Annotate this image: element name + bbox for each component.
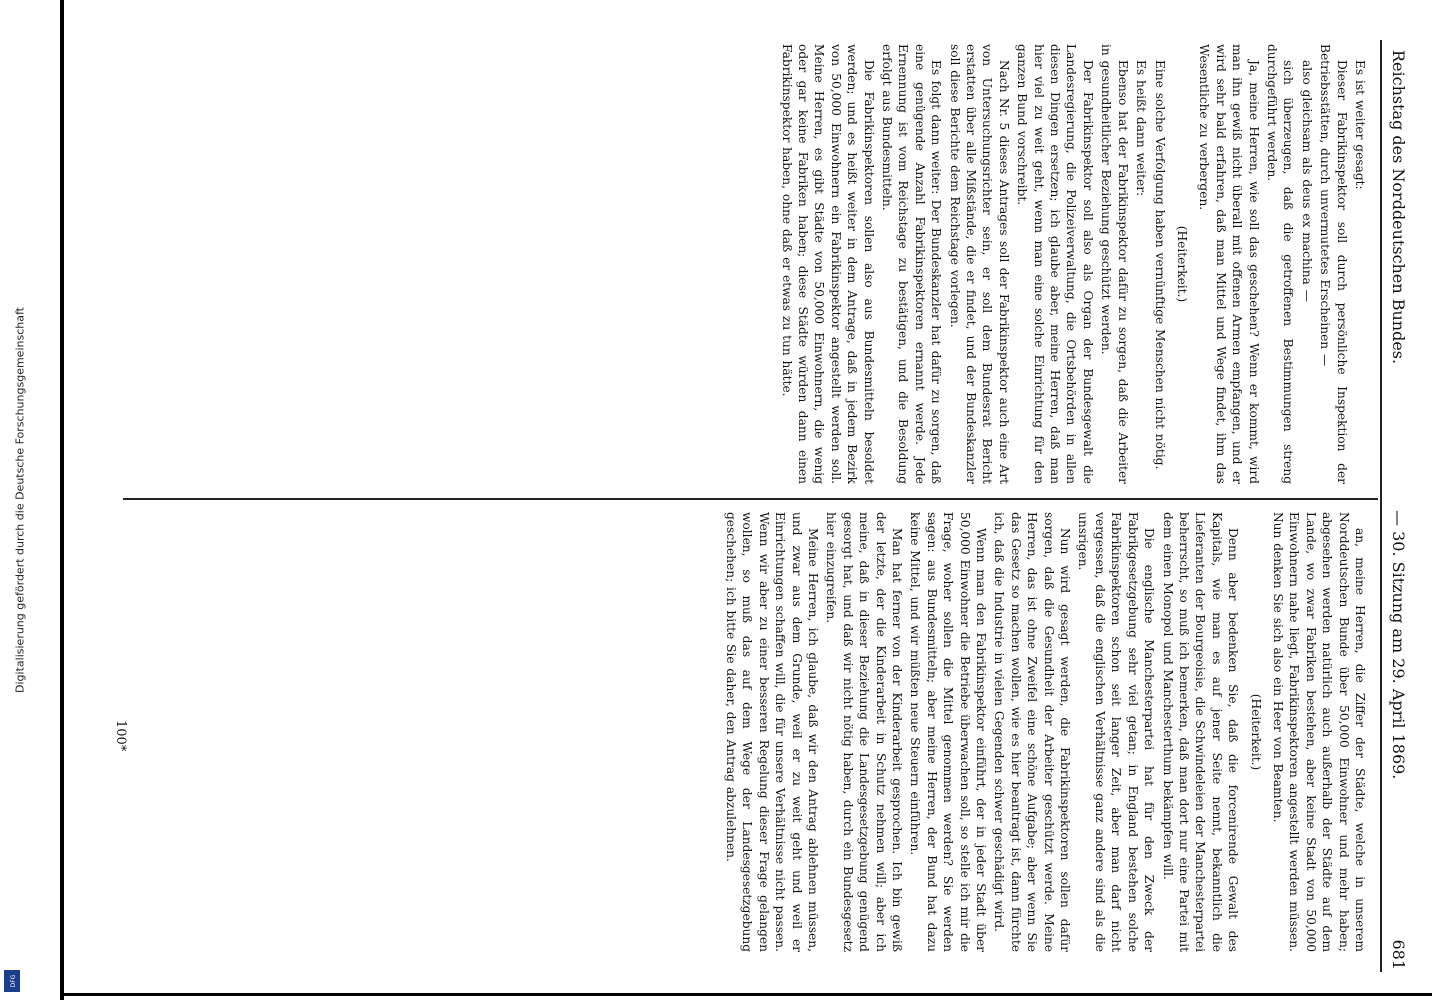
paragraph: Es heißt dann weiter: bbox=[1134, 60, 1149, 197]
page-edge-bottom bbox=[60, 993, 1432, 996]
paragraph: Die englische Manchesterpartei hat für den Zweck der Fabrikgesetzgebung sehr viel getan; in England bestehen solche Fabrikinspektoren schon seit langer Zeit, aber man darf nicht vergessen, daß die englischen Verhältnisse ganz andere sind als die unsrigen. bbox=[1076, 512, 1157, 952]
page-number: 681 bbox=[1389, 939, 1408, 970]
paragraph: Dieser Fabrikinspektor soll durch persönliche Inspektion der Betriebsstätten, durch unvermutetes Erscheinen — bbox=[1318, 44, 1349, 484]
header-title-right: — 30. Sitzung am 29. April 1869. bbox=[1389, 510, 1408, 780]
running-head bbox=[1380, 20, 1420, 980]
paragraph: Es folgt dann weiter: Der Bundeskanzler hat dafür zu sorgen, daß eine genügende Anzahl Fabrikinspektoren ernannt werde. Jede Ernennung ist vom Reichstage zu bestätigen, und die Besoldung erfolgt aus Bundesmitteln. bbox=[880, 44, 944, 484]
interjection: (Heiterkeit.) bbox=[1174, 225, 1189, 303]
svg-text:DFG: DFG bbox=[10, 974, 17, 988]
paragraph: Nach Nr. 5 dieses Antrages soll der Fabrikinspektor auch eine Art von Untersuchungsrichter sein, er soll dem Bundesrat Bericht erstatten über alle Mißstände, die er findet, und der Bundeskanzler soll diese Berichte dem Reichstage vorlegen. bbox=[947, 44, 1011, 484]
column-divider bbox=[123, 498, 1378, 500]
left-column bbox=[776, 44, 1368, 484]
sheet-signature: 100* bbox=[113, 720, 128, 752]
credit-text: Digitalisierung gefördert durch die Deutsche Forschungsgemeinschaft bbox=[13, 307, 27, 693]
paragraph: an, meine Herren, die Ziffer der Städte, welche in unserem Norddeutschen Bunde über 50,000 Einwohner und mehr haben; abgesehen werden natürlich auch außerhalb der Städte auf dem Lande, wo zwar Fabriken bestehen, aber keine Stadt von 50,000 Einwohnern nahe liegt, Fabrikinspektoren angestellt werden müssen. Nun denken Sie sich also ein Heer von Beamten. bbox=[1270, 512, 1367, 952]
paragraph: Ebenso hat der Fabrikinspektor dafür zu sorgen, daß die Arbeiter in gesundheitlicher Beziehung geschützt werden. bbox=[1099, 44, 1130, 484]
paragraph: Man hat ferner von der Kinderarbeit gesprochen. Ich bin gewiß der letzte, der die Kinderarbeit in Schutz nehmen will; aber ich meine, daß in dieser Beziehung die Landesgesetzgebung genügend gesorgt hat, und daß wir nicht nötig haben, durch ein Bundesgesetz hier einzugreifen. bbox=[824, 512, 905, 952]
header-rule bbox=[1380, 40, 1382, 972]
page-edge-left bbox=[60, 0, 64, 1000]
paragraph: Nun wird gesagt werden, die Fabrikinspektoren sollen dafür sorgen, daß die Gesundheit der Arbeiter geschützt werde. Meine Herren, das ist ohne Zweifel eine schöne Aufgabe; aber wenn Sie das Gesetz so machen wollen, wie es hier beantragt ist, dann fürchte ich, daß die Industrie in vielen Gegenden schwer geschädigt wird. bbox=[992, 512, 1073, 952]
digitization-credit bbox=[0, 0, 40, 1000]
paragraph: Es ist weiter gesagt: bbox=[1353, 60, 1367, 190]
header-title-left: Reichstag des Norddeutschen Bundes. bbox=[1389, 50, 1408, 365]
paragraph: Meine Herren, ich glaube, daß wir den Antrag ablehnen müssen, und zwar aus dem Grunde, weil er zu weit geht und weil er Einrichtungen schaffen will, die für unsere Verhältnisse nicht passen. Wenn wir aber zu einer besseren Regelung dieser Frage gelangen wollen, so muß das auf dem Wege der Landesgesetzgebung geschehen; ich bitte Sie daher, den Antrag abzulehnen. bbox=[723, 512, 820, 952]
paragraph: also gleichsam als deus ex machina — bbox=[1299, 60, 1314, 302]
paragraph: Ja, meine Herren, wie soll das geschehen? Wenn er kommt, wird man ihn gewiß nicht überall mit offenen Armen empfangen, und er wird sehr bald erfahren, daß man Mittel und Wege findet, ihm das Wesentliche zu verbergen. bbox=[1197, 44, 1261, 484]
right-column bbox=[721, 512, 1368, 952]
paragraph: Eine solche Verfolgung haben vernünftige Menschen nicht nötig. bbox=[1152, 60, 1167, 470]
paragraph: Der Fabrikinspektor soll also als Organ der Bundesgewalt die Landesregierung, die Polizeiverwaltung, die Ortsbehörden in allen diesen Dingen ersetzen; ich glaube aber, meine Herren, daß man hier viel zu weit geht, wenn man eine solche Einrichtung für den ganzen Bund vorschreibt. bbox=[1015, 44, 1095, 484]
paragraph: Die Fabrikinspektoren sollen also aus Bundesmitteln besoldet werden; und es heißt weiter in dem Antrage, daß in jedem Bezirk von 50,000 Einwohnern ein Fabrikinspektor angestellt werden soll. Meine Herren, es gibt Städte von 50,000 Einwohnern, die wenig oder gar keine Fabriken haben; diese Städte würden dann einen Fabrikinspektor haben, ohne daß er etwas zu tun hätte. bbox=[779, 44, 876, 484]
paragraph: Wenn man den Fabrikinspektor einführt, der in jeder Stadt über 50,000 Einwohner die Betriebe überwachen soll, so stelle ich mir die Frage, woher sollen die Mittel genommen werden? Sie werden sagen: aus Bundesmitteln; aber meine Herren, der Bund hat dazu keine Mittel, und wir müßten neue Steuern einführen. bbox=[908, 512, 989, 952]
scanned-page bbox=[106, 20, 1426, 980]
paragraph: sich überzeugen, daß die getroffenen Bestimmungen streng durchgeführt werden. bbox=[1264, 44, 1296, 484]
interjection: (Heiterkeit.) bbox=[1248, 693, 1263, 771]
dfg-logo-icon bbox=[4, 970, 20, 992]
paragraph: Denn aber bedenken Sie, daß die forcenirende Gewalt des Kapitals, wie man es auf jener Seite nennt, bekanntlich die Lieferanten der Bourgeoisie, die Schwindeleien der Manchesterpartei beherrscht, so muß ich bemerken, daß man dort nur eine Partei mit dem einen Monopol und Manchesterthum bekämpfen will. bbox=[1160, 512, 1241, 952]
